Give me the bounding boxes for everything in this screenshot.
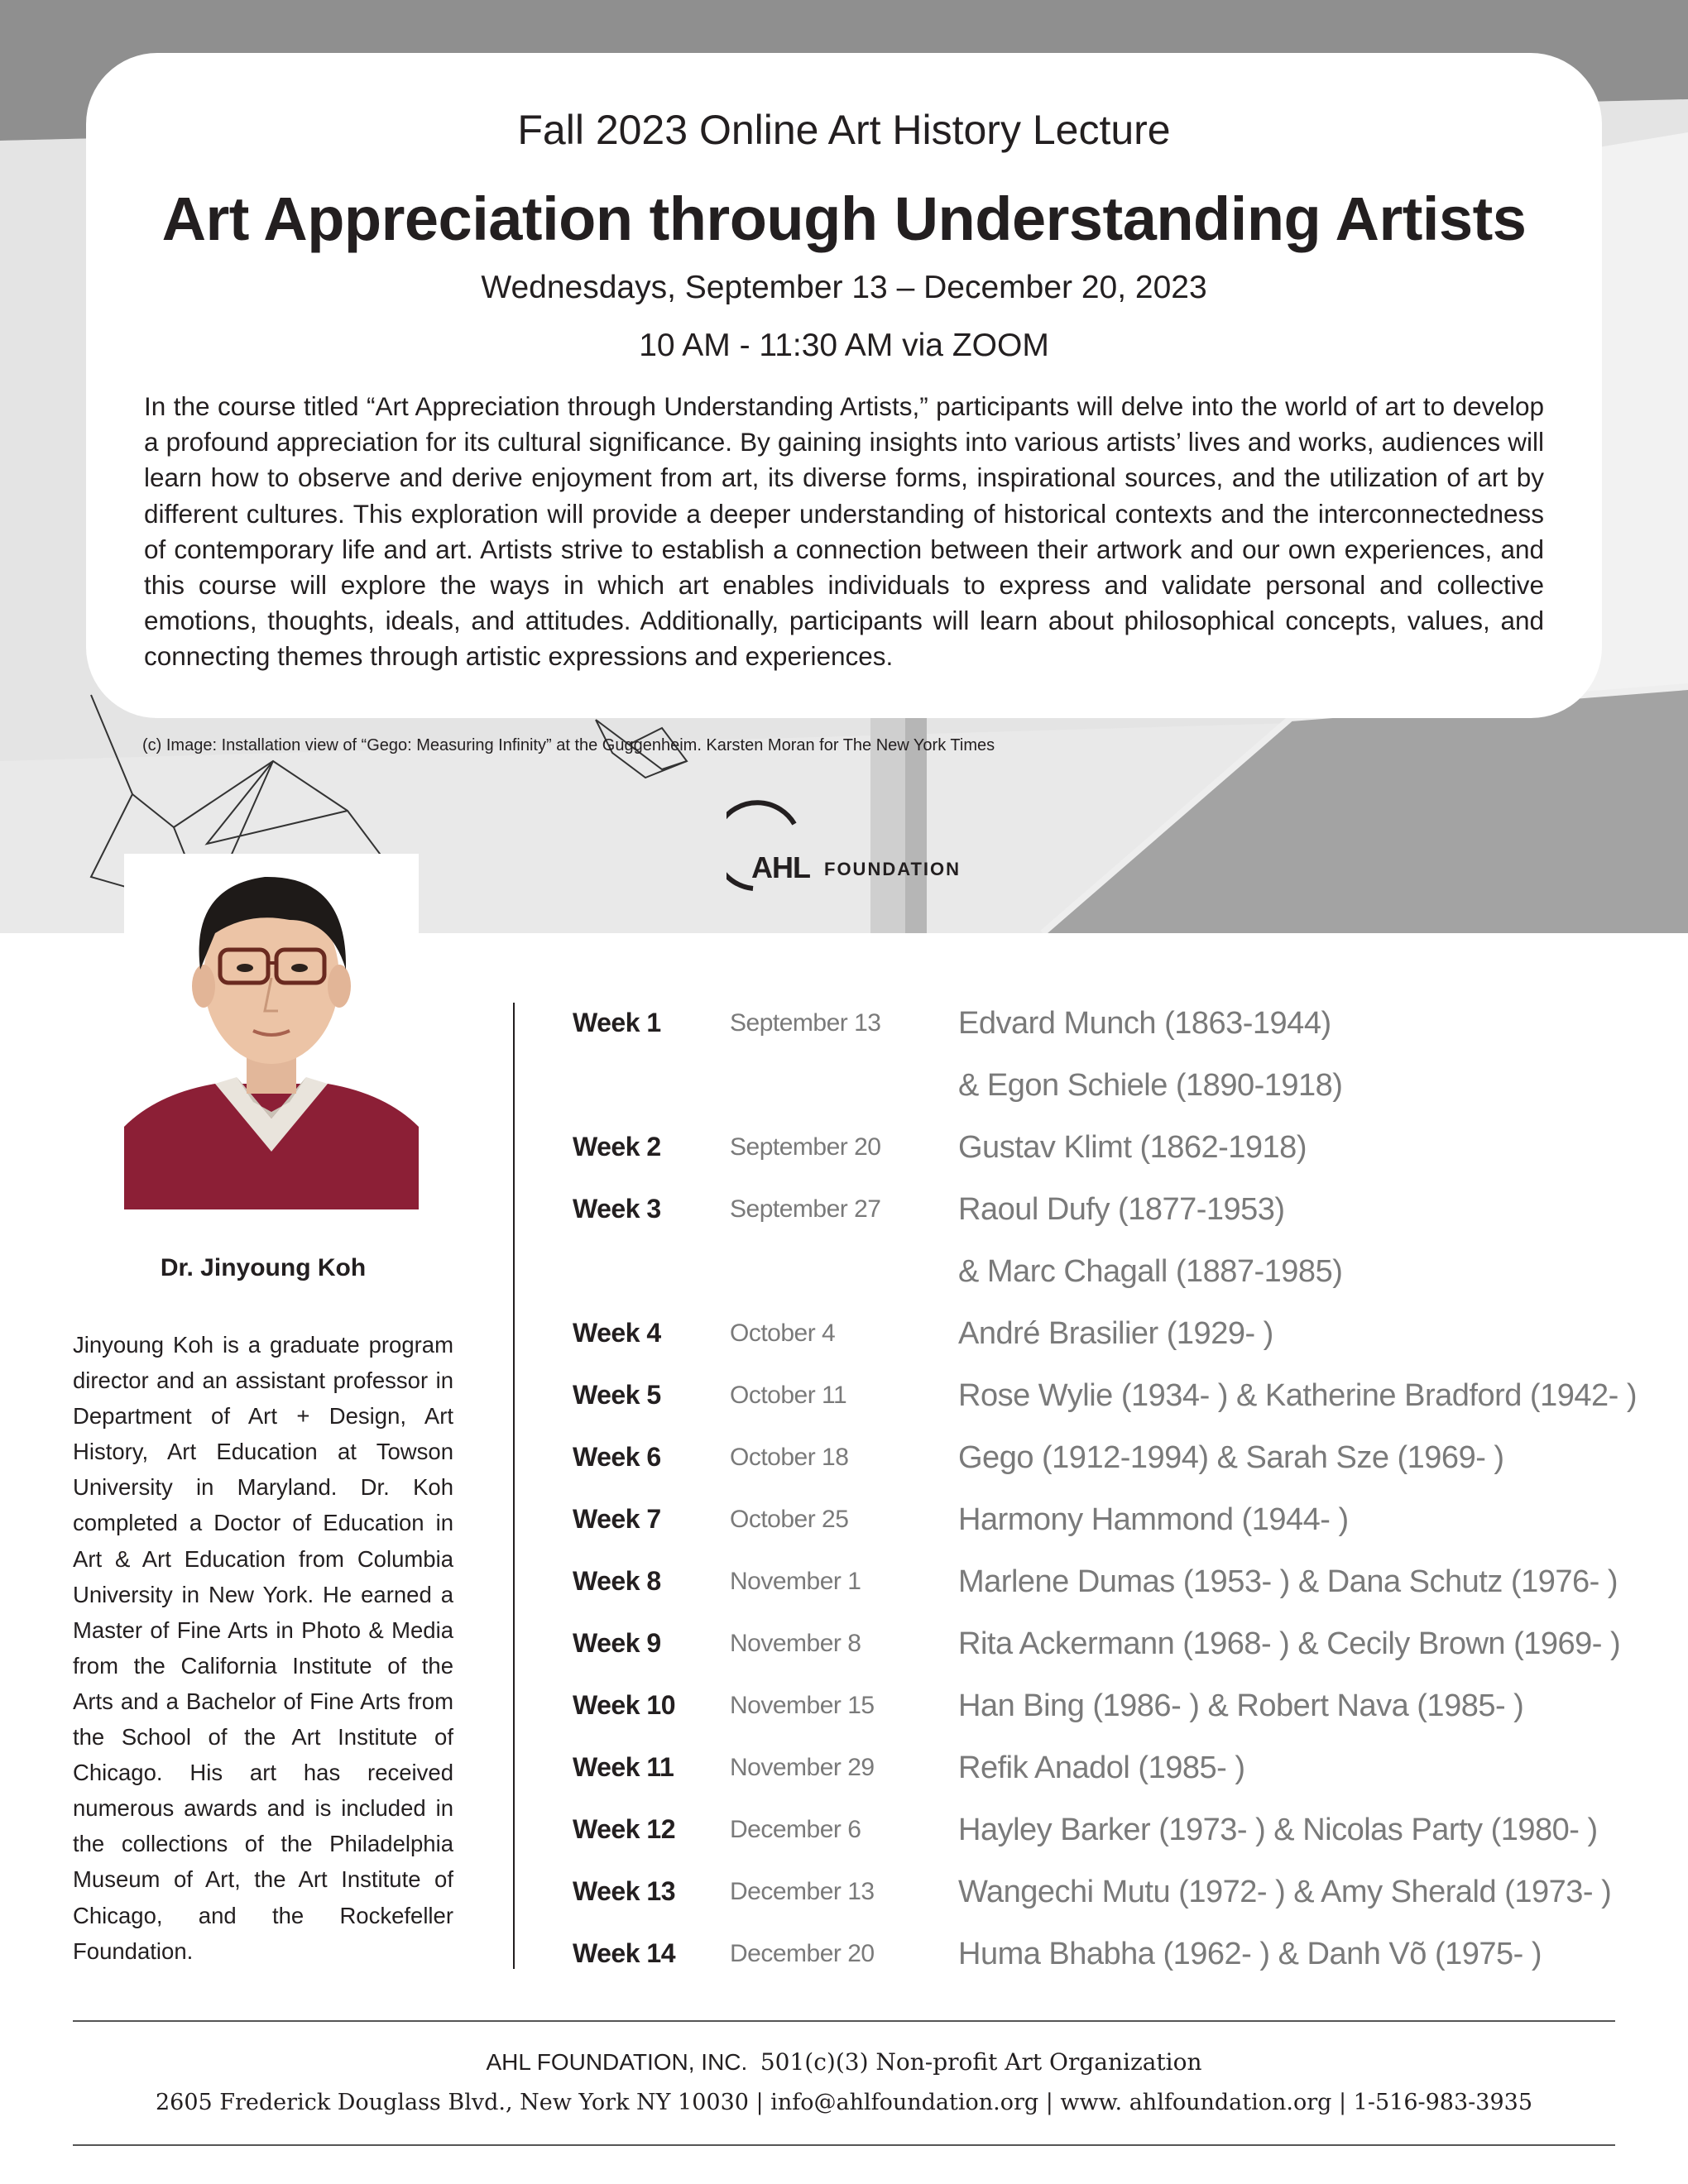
course-dates: Wednesdays, September 13 – December 20, 2023 [481, 270, 1207, 305]
intro-card [86, 53, 1602, 718]
schedule-row [0, 1752, 1688, 1802]
week-label: Week 8 [573, 1566, 661, 1596]
logo-foundation-text: FOUNDATION [824, 859, 961, 879]
week-date: September 13 [730, 1009, 881, 1037]
week-artists: Rose Wylie (1934- ) & Katherine Bradford (1942- ) [958, 1378, 1637, 1413]
schedule-row [0, 1690, 1688, 1740]
schedule-row [0, 1504, 1688, 1554]
week-artists: Raoul Dufy (1877-1953) [958, 1192, 1285, 1227]
week-artists: Edvard Munch (1863-1944) [958, 1006, 1331, 1041]
schedule-row [0, 1256, 1688, 1305]
week-artists: Harmony Hammond (1944- ) [958, 1502, 1349, 1537]
schedule-row [0, 1194, 1688, 1243]
schedule-row [0, 1566, 1688, 1616]
schedule-row [0, 1318, 1688, 1367]
lecture-kicker: Fall 2023 Online Art History Lecture [517, 107, 1171, 153]
schedule-row [0, 1628, 1688, 1678]
footer-org-line [0, 2048, 1688, 2076]
week-label: Week 4 [573, 1318, 661, 1348]
week-date: December 6 [730, 1816, 861, 1843]
week-label: Week 1 [573, 1008, 661, 1037]
week-artists: Refik Anadol (1985- ) [958, 1751, 1245, 1785]
week-date: December 20 [730, 1940, 875, 1967]
week-label: Week 2 [573, 1132, 661, 1161]
week-date: October 25 [730, 1506, 849, 1533]
course-title: Art Appreciation through Understanding Artists [161, 184, 1527, 253]
week-label: Week 14 [573, 1938, 675, 1968]
week-artists: André Brasilier (1929- ) [958, 1316, 1273, 1351]
week-label: Week 3 [573, 1194, 661, 1224]
week-date: September 20 [730, 1133, 881, 1161]
week-date: October 11 [730, 1382, 847, 1409]
course-time: 10 AM - 11:30 AM via ZOOM [639, 328, 1049, 363]
schedule-row [0, 1876, 1688, 1926]
week-label: Week 6 [573, 1442, 661, 1472]
footer-contact: 2605 Frederick Douglass Blvd., New York NY 10030 | info@ahlfoundation.org | www. ahlfoundation.org | 1-516-983-3935 [155, 2090, 1532, 2115]
week-artists: Hayley Barker (1973- ) & Nicolas Party (1980- ) [958, 1813, 1598, 1847]
week-date: November 1 [730, 1568, 861, 1595]
schedule-row [0, 1132, 1688, 1181]
week-artists: Wangechi Mutu (1972- ) & Amy Sherald (1973- ) [958, 1875, 1612, 1909]
footer-top-rule [73, 2020, 1615, 2022]
week-artists: Gego (1912-1994) & Sarah Sze (1969- ) [958, 1440, 1504, 1475]
week-date: November 29 [730, 1754, 875, 1781]
schedule-row [0, 1380, 1688, 1430]
course-description: In the course titled “Art Appreciation through Understanding Artists,” participants will delve into the world of art to develop a profound appreciation for its cultural significance. By gaining insights into various artists’ lives and works, audiences will learn how to observe and derive enjoyment from art, its diverse forms, inspirational sources, and the utilization of art by different cultures. This exploration will provide a deeper understanding of historical contexts and the interconnectedness of contemporary life and art. Artists strive to establish a connection between their artwork and our own experiences, and this course will explore the ways in which art enables individuals to express and validate personal and collective emotions, thoughts, ideals, and attitudes. Additionally, participants will learn about philosophical concepts, values, and connecting themes through artistic expressions and experiences. [144, 391, 1544, 672]
schedule-row [0, 1442, 1688, 1492]
footer-nonprofit: 501(c)(3) Non-profit Art Organization [760, 2048, 1202, 2076]
image-credit: (c) Image: Installation view of “Gego: Measuring Infinity” at the Guggenheim. Karsten Moran for The New York Times [142, 736, 995, 754]
schedule-row [0, 1938, 1688, 1988]
speaker-bio: Jinyoung Koh is a graduate program director and an assistant professor in Department of Art + Design, Art History, Art Education at Towson University in Maryland. Dr. Koh completed a Doctor of Education in Art & Art Education from Columbia University in New York. He earned a Master of Fine Arts in Photo & Media from the California Institute of the Arts and a Bachelor of Fine Arts from the School of the Art Institute of Chicago. His art has received numerous awards and is included in the collections of the Philadelphia Museum of Art, the Art Institute of Chicago, and the Rockefeller Foundation. [73, 1332, 453, 1964]
schedule-row [0, 1008, 1688, 1057]
week-date: September 27 [730, 1195, 881, 1223]
footer-bottom-rule [73, 2144, 1615, 2146]
speaker-name: Dr. Jinyoung Koh [160, 1254, 367, 1281]
week-artists: Rita Ackermann (1968- ) & Cecily Brown (1969- ) [958, 1626, 1621, 1661]
hero-gallery-image [0, 0, 1688, 933]
footer-org-name: AHL FOUNDATION, INC. [486, 2049, 748, 2075]
week-label: Week 13 [573, 1876, 675, 1906]
logo-ahl-text: AHL [751, 850, 810, 884]
schedule-row [0, 1814, 1688, 1864]
week-label: Week 10 [573, 1690, 675, 1720]
week-artists: Marlene Dumas (1953- ) & Dana Schutz (1976- ) [958, 1564, 1618, 1599]
week-label: Week 7 [573, 1504, 661, 1534]
week-label: Week 9 [573, 1628, 661, 1658]
ahl-foundation-logo [727, 799, 966, 895]
week-date: October 18 [730, 1444, 849, 1471]
week-artists: & Marc Chagall (1887-1985) [958, 1254, 1343, 1289]
week-date: November 15 [730, 1692, 875, 1719]
schedule-row [0, 1070, 1688, 1119]
week-artists: Han Bing (1986- ) & Robert Nava (1985- ) [958, 1688, 1524, 1723]
week-artists: Huma Bhabha (1962- ) & Danh Võ (1975- ) [958, 1937, 1542, 1971]
week-label: Week 11 [573, 1752, 674, 1782]
week-date: December 13 [730, 1878, 875, 1905]
week-artists: & Egon Schiele (1890-1918) [958, 1068, 1343, 1103]
week-label: Week 5 [573, 1380, 661, 1410]
week-label: Week 12 [573, 1814, 675, 1844]
week-date: October 4 [730, 1320, 836, 1347]
week-date: November 8 [730, 1630, 861, 1657]
week-artists: Gustav Klimt (1862-1918) [958, 1130, 1307, 1165]
